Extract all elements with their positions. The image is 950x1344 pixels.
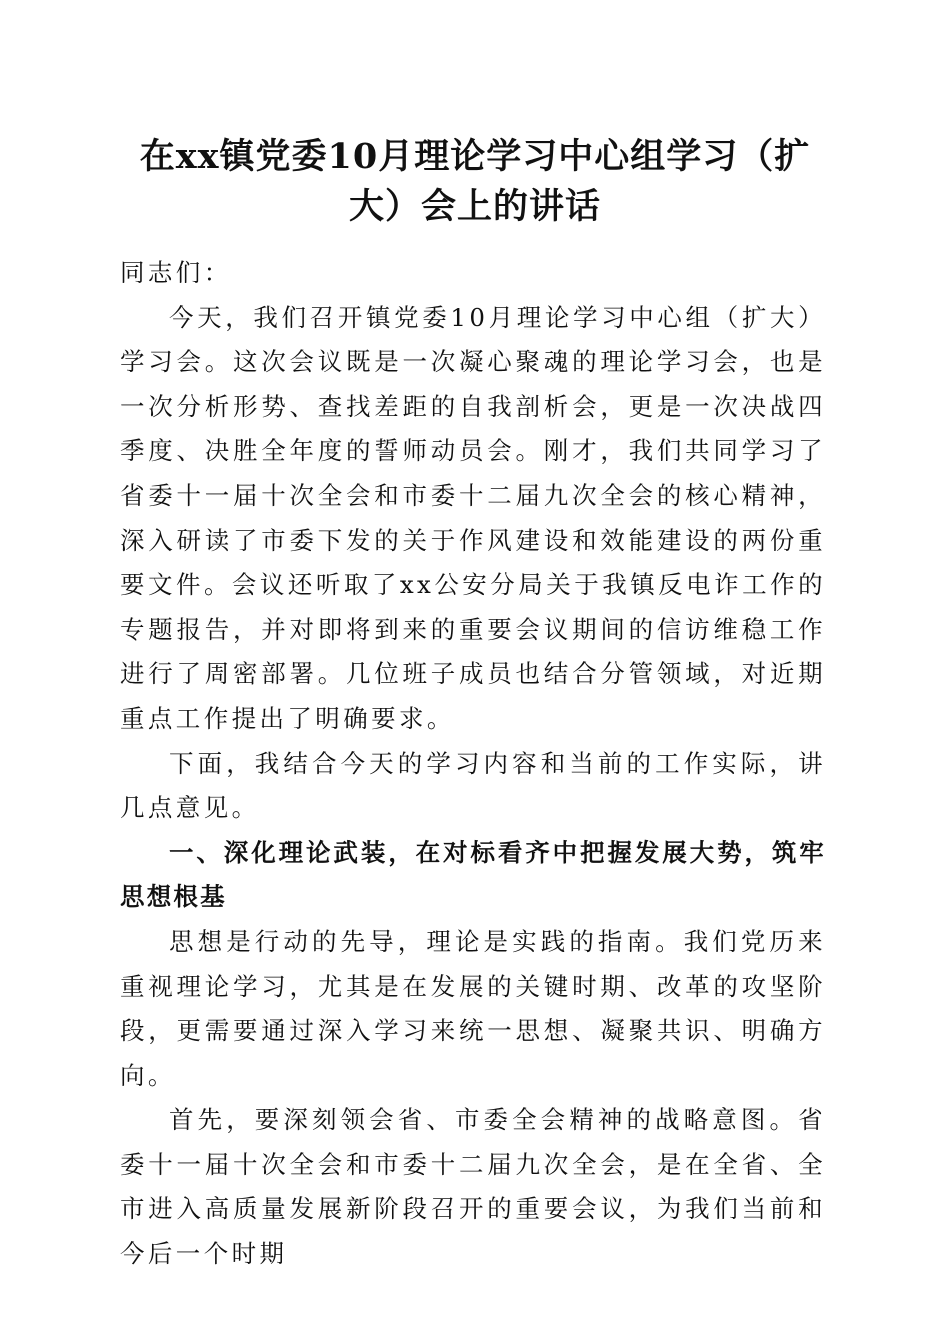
paragraph-intro: 下面，我结合今天的学习内容和当前的工作实际，讲几点意见。 <box>120 748 826 823</box>
section-heading-1: 一、深化理论武装，在对标看齐中把握发展大势，筑牢思想根基 <box>120 837 826 912</box>
document-title: 在xx镇党委10月理论学习中心组学习（扩大）会上的讲话 <box>139 136 811 227</box>
document-body <box>120 251 826 1277</box>
salutation: 同志们： <box>120 258 232 287</box>
paragraph-section-1: 思想是行动的先导，理论是实践的指南。我们党历来重视理论学习，尤其是在发展的关键时期、改革的攻坚阶段，更需要通过深入学习来统一思想、凝聚共识、明确方向。 <box>120 926 826 1090</box>
paragraph-opening: 今天，我们召开镇党委10月理论学习中心组（扩大）学习会。这次会议既是一次凝心聚魂的理论学习会，也是一次分析形势、查找差距的自我剖析会，更是一次决战四季度、决胜全年度的誓师动员会。刚才，我们共同学习了省委十一届十次全会和市委十二届九次全会的核心精神，深入研读了市委下发的关于作风建设和效能建设的两份重要文件。会议还听取了xx公安分局关于我镇反电诈工作的专题报告，并对即将到来的重要会议期间的信访维稳工作进行了周密部署。几位班子成员也结合分管领域，对近期重点工作提出了明确要求。 <box>120 302 826 733</box>
paragraph-section-2: 首先，要深刻领会省、市委全会精神的战略意图。省委十一届十次全会和市委十二届九次全会，是在全省、全市进入高质量发展新阶段召开的重要会议，为我们当前和今后一个时期 <box>120 1105 826 1269</box>
